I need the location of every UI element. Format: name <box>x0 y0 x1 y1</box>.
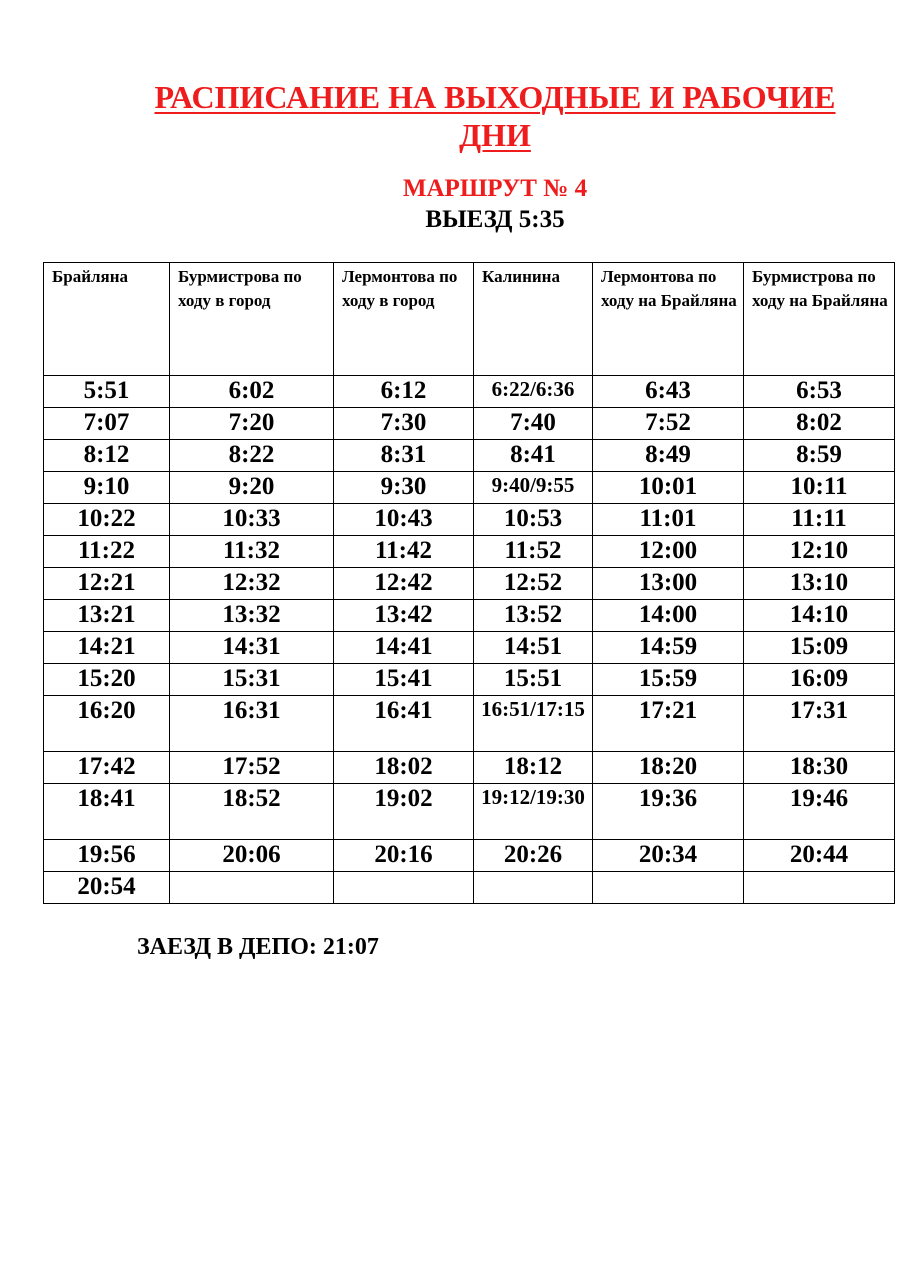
table-row <box>44 440 895 472</box>
time-cell: 12:21 <box>44 568 170 600</box>
time-cell: 14:41 <box>334 632 474 664</box>
time-cell: 6:53 <box>744 376 895 408</box>
time-cell: 10:33 <box>170 504 334 536</box>
time-cell: 18:20 <box>593 752 744 784</box>
column-header-kalinina: Калинина <box>474 263 593 376</box>
time-cell: 13:21 <box>44 600 170 632</box>
time-cell: 12:52 <box>474 568 593 600</box>
table-row <box>44 696 895 752</box>
column-header-burmistrova-to-brailyana: Бурмистрова по ходу на Брайляна <box>744 263 895 376</box>
departure-time: ВЫЕЗД 5:35 <box>425 206 565 233</box>
table-row <box>44 600 895 632</box>
time-cell: 14:00 <box>593 600 744 632</box>
time-cell: 7:40 <box>474 408 593 440</box>
time-cell: 10:01 <box>593 472 744 504</box>
time-cell: 10:11 <box>744 472 895 504</box>
time-cell: 17:21 <box>593 696 744 752</box>
time-cell: 5:51 <box>44 376 170 408</box>
time-cell: 13:52 <box>474 600 593 632</box>
depot-return-time: ЗАЕЗД В ДЕПО: 21:07 <box>137 934 379 960</box>
time-cell: 8:31 <box>334 440 474 472</box>
time-cell <box>593 872 744 904</box>
time-cell <box>474 872 593 904</box>
time-cell: 6:43 <box>593 376 744 408</box>
time-cell: 20:16 <box>334 840 474 872</box>
time-cell: 13:32 <box>170 600 334 632</box>
time-cell: 14:10 <box>744 600 895 632</box>
time-cell: 15:09 <box>744 632 895 664</box>
time-cell: 11:32 <box>170 536 334 568</box>
time-cell <box>334 872 474 904</box>
time-cell: 8:02 <box>744 408 895 440</box>
time-cell: 10:22 <box>44 504 170 536</box>
time-cell: 8:49 <box>593 440 744 472</box>
time-cell: 14:59 <box>593 632 744 664</box>
time-cell: 14:31 <box>170 632 334 664</box>
time-cell: 16:31 <box>170 696 334 752</box>
table-row <box>44 632 895 664</box>
time-cell: 7:20 <box>170 408 334 440</box>
time-cell: 8:41 <box>474 440 593 472</box>
time-cell: 12:00 <box>593 536 744 568</box>
time-cell: 16:41 <box>334 696 474 752</box>
time-cell: 12:42 <box>334 568 474 600</box>
time-cell: 20:44 <box>744 840 895 872</box>
time-cell: 17:42 <box>44 752 170 784</box>
table-row <box>44 408 895 440</box>
time-cell: 9:20 <box>170 472 334 504</box>
table-row <box>44 472 895 504</box>
time-cell: 17:52 <box>170 752 334 784</box>
time-cell: 15:51 <box>474 664 593 696</box>
time-cell: 19:36 <box>593 784 744 840</box>
time-cell: 17:31 <box>744 696 895 752</box>
time-cell: 13:42 <box>334 600 474 632</box>
time-cell: 12:10 <box>744 536 895 568</box>
time-cell: 11:42 <box>334 536 474 568</box>
schedule-body <box>44 376 895 904</box>
time-cell: 12:32 <box>170 568 334 600</box>
time-cell <box>170 872 334 904</box>
time-cell: 19:02 <box>334 784 474 840</box>
time-cell: 9:10 <box>44 472 170 504</box>
time-cell: 18:30 <box>744 752 895 784</box>
time-cell: 18:12 <box>474 752 593 784</box>
time-cell: 7:07 <box>44 408 170 440</box>
table-row <box>44 664 895 696</box>
time-cell: 9:40/9:55 <box>474 472 593 504</box>
route-number: МАРШРУТ № 4 <box>402 175 588 202</box>
time-cell: 19:12/19:30 <box>474 784 593 840</box>
time-cell: 9:30 <box>334 472 474 504</box>
time-cell: 18:52 <box>170 784 334 840</box>
time-cell: 16:09 <box>744 664 895 696</box>
time-cell: 13:10 <box>744 568 895 600</box>
page-title-line-2: ДНИ <box>459 117 531 153</box>
time-cell: 10:43 <box>334 504 474 536</box>
time-cell: 6:12 <box>334 376 474 408</box>
schedule-table <box>43 262 895 904</box>
time-cell: 20:26 <box>474 840 593 872</box>
column-header-burmistrova-to-city: Бурмистрова по ходу в город <box>170 263 334 376</box>
time-cell: 11:22 <box>44 536 170 568</box>
time-cell: 8:59 <box>744 440 895 472</box>
time-cell: 20:54 <box>44 872 170 904</box>
time-cell: 15:20 <box>44 664 170 696</box>
time-cell: 18:41 <box>44 784 170 840</box>
page-title <box>0 78 904 154</box>
time-cell: 19:56 <box>44 840 170 872</box>
time-cell: 7:30 <box>334 408 474 440</box>
table-row <box>44 840 895 872</box>
time-cell: 6:22/6:36 <box>474 376 593 408</box>
page-title-line-1: РАСПИСАНИЕ НА ВЫХОДНЫЕ И РАБОЧИЕ <box>154 79 836 115</box>
time-cell: 16:20 <box>44 696 170 752</box>
time-cell: 20:06 <box>170 840 334 872</box>
time-cell: 7:52 <box>593 408 744 440</box>
time-cell: 15:41 <box>334 664 474 696</box>
table-row <box>44 536 895 568</box>
time-cell: 16:51/17:15 <box>474 696 593 752</box>
column-header-brailyana: Брайляна <box>44 263 170 376</box>
table-row <box>44 568 895 600</box>
time-cell: 8:12 <box>44 440 170 472</box>
time-cell: 18:02 <box>334 752 474 784</box>
column-header-lermontova-to-city: Лермонтова по ходу в город <box>334 263 474 376</box>
table-row <box>44 752 895 784</box>
time-cell: 11:11 <box>744 504 895 536</box>
time-cell: 19:46 <box>744 784 895 840</box>
table-row <box>44 376 895 408</box>
header-row <box>44 263 895 376</box>
column-header-lermontova-to-brailyana: Лермонтова по ходу на Брайляна <box>593 263 744 376</box>
table-row <box>44 784 895 840</box>
time-cell: 14:51 <box>474 632 593 664</box>
table-row <box>44 872 895 904</box>
time-cell: 10:53 <box>474 504 593 536</box>
table-row <box>44 504 895 536</box>
time-cell: 6:02 <box>170 376 334 408</box>
time-cell: 8:22 <box>170 440 334 472</box>
time-cell: 15:31 <box>170 664 334 696</box>
time-cell: 20:34 <box>593 840 744 872</box>
time-cell: 15:59 <box>593 664 744 696</box>
time-cell: 11:52 <box>474 536 593 568</box>
time-cell: 14:21 <box>44 632 170 664</box>
time-cell: 13:00 <box>593 568 744 600</box>
time-cell <box>744 872 895 904</box>
time-cell: 11:01 <box>593 504 744 536</box>
